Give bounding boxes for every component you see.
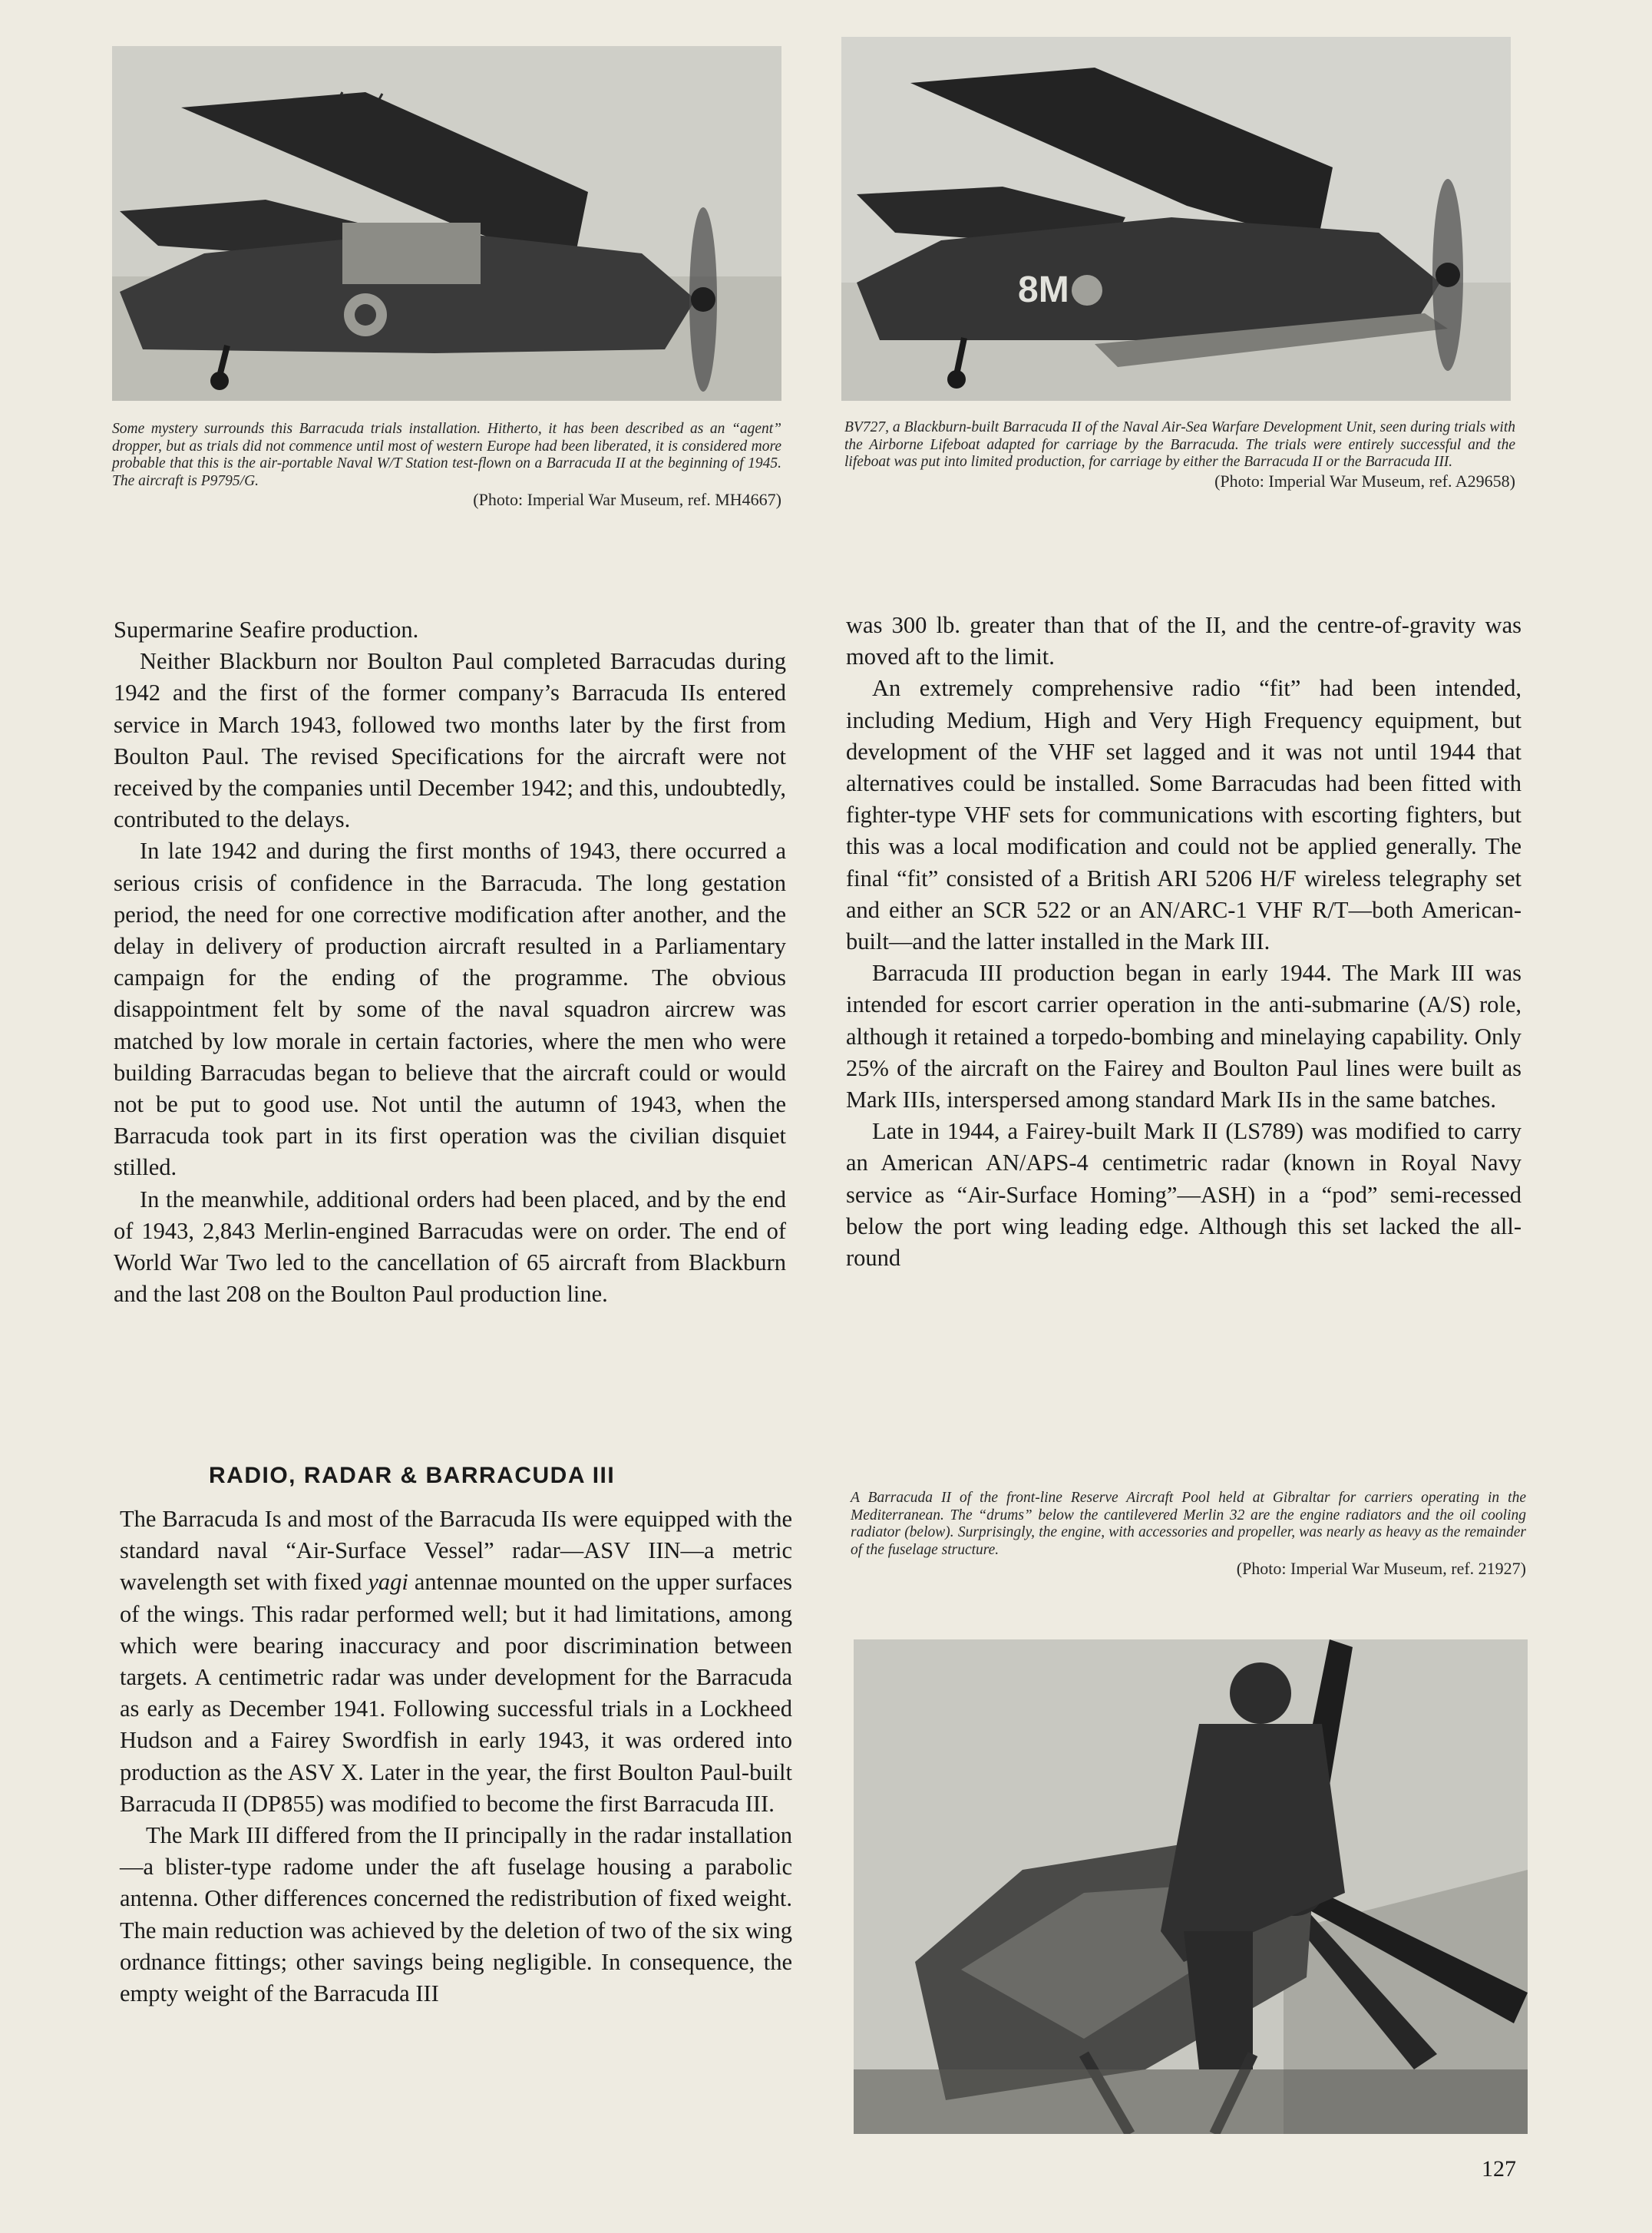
paragraph: Barracuda III production began in early 1944. The Mark III was intended for escort carrier operation in the anti-submarine (A/S) role, although it retained a torpedo-bombing and minelaying capability. Only 25% of the aircraft on the Fairey and Boulton Paul lines were built as Mark IIIs, interspersed among standard Mark IIs in the same batches. [846,960,1521,1113]
paragraph: In the meanwhile, additional orders had been placed, and by the end of 1943, 2,843 Merlin-engined Barracudas were on order. The end of World War Two led to the cancellation of 65 aircraft from Blackburn and the last 208 on the Boulton Paul production line. [114,1186,786,1308]
text-run: The Barracuda Is and most of the Barracuda IIs were equipped with the standard naval “Air-Surface Vessel” radar—ASV IIN—a metric wavelength set with fixed [120,1506,792,1596]
text-run-italic: yagi [368,1569,408,1596]
caption-text: Some mystery surrounds this Barracuda trials installation. Hitherto, it has been described as an “agent” dropper, but as trials did not commence until most of western Europe had been liberated, it is considered more probable that this is the air-portable Naval W/T Station test-flown on a Barracuda II at the beginning of 1945. The aircraft is P9795/G. [112,421,781,489]
page-number: 127 [1482,2156,1516,2182]
paragraph [120,1504,792,1820]
aircraft-illustration-right [841,37,1511,401]
paragraph: Late in 1944, a Fairey-built Mark II (LS789) was modified to carry an American AN/APS-4 centimetric radar (known in Royal Navy service as “Air-Surface Homing”—ASH) in a “pod” semi-recessed below the port wing leading edge. Although this set lacked the all-round [846,1118,1521,1272]
text-run: antennae mounted on the upper surfaces of the wings. This radar performed well; but it had limitations, among which were bearing inaccuracy and poor discrimination between targets. A centimetric radar was under development for the Barracuda as early as December 1941. Following successful trials in a Lockheed Hudson and a Fairey Swordfish in early 1943, it was ordered into production as the ASV X. Later in the year, the first Boulton Paul-built Barracuda II (DP855) was modified to become the first Barracuda III. [120,1569,793,1817]
paragraph: Supermarine Seafire production. [114,617,419,643]
photo-credit: (Photo: Imperial War Museum, ref. A29658) [1214,471,1515,491]
paragraph: An extremely comprehensive radio “fit” had been intended, including Medium, High and Very High Frequency equipment, but development of the VHF set lagged and it was not until 1944 that alternatives could be installed. Some Barracudas had been fitted with fighter-type VHF sets for communications with escorting fighters, but this was a local modification and could not be applied generally. The final “fit” consisted of a British ARI 5206 H/F wireless telegraphy set and either an SCR 522 or an AN/ARC-1 VHF R/T—both American-built—and the latter installed in the Mark III. [846,675,1521,955]
photo-barracuda-engine-gibraltar [854,1639,1528,2134]
paragraph: In late 1942 and during the first months of 1943, there occurred a serious crisis of confidence in the Barracuda. The long gestation period, the need for one corrective modification after another, and the delay in delivery of production aircraft resulted in a Parliamentary campaign for the ending of the programme. The obvious disappointment felt by some of the naval squadron aircrew was matched by low morale in certain factories, where the men who were building Barracudas began to believe that the aircraft could or would not be put to good use. Not until the autumn of 1943, when the Barracuda took part in its first operation was the civilian disquiet stilled. [114,838,786,1181]
aircraft-illustration-left [112,46,781,401]
section-heading: RADIO, RADAR & BARRACUDA III [209,1463,616,1488]
caption-bottom-right [851,1490,1526,1579]
right-column-text [846,610,1521,1274]
caption-top-left [112,421,781,510]
photo-credit: (Photo: Imperial War Museum, ref. MH4667) [473,490,781,509]
photo-credit: (Photo: Imperial War Museum, ref. 21927) [1236,1559,1526,1578]
paragraph: was 300 lb. greater than that of the II, and the centre-of-gravity was moved aft to the limit. [846,612,1521,670]
caption-text: BV727, a Blackburn-built Barracuda II of the Naval Air-Sea Warfare Development Unit, seen during trials with the Airborne Lifeboat adapted for carriage by the Barracuda. The trials were entirely successful and the lifeboat was put into limited production, for carriage by either the Barracuda II or the Barracuda III. [844,419,1515,470]
paragraph: Neither Blackburn nor Boulton Paul completed Barracudas during 1942 and the first of the former company’s Barracuda IIs entered service in March 1943, followed two months later by the first from Boulton Paul. The revised Specifications for the aircraft were not received by the companies until December 1942; and this, undoubtedly, contributed to the delays. [114,648,786,833]
caption-text: A Barracuda II of the front-line Reserve Aircraft Pool held at Gibraltar for carriers operating in the Mediterranean. The “drums” below the cantilevered Merlin 32 are the engine radiators and the oil cooling radiator (below). Surprisingly, the engine, with accessories and propeller, was nearly as heavy as the remainder of the fuselage structure. [851,1490,1526,1558]
caption-top-right [844,419,1515,491]
photo-barracuda-airborne-lifeboat [841,37,1511,401]
aircraft-code-marking: 8M [1018,270,1069,310]
photo-barracuda-trials-installation [112,46,781,401]
paragraph: The Mark III differed from the II principally in the radar installation—a blister-type radome under the aft fuselage housing a parabolic antenna. Other differences concerned the redistribution of fixed weight. The main reduction was achieved by the deletion of two of the six wing ordnance fittings; other savings being negligible. In consequence, the empty weight of the Barracuda III [120,1822,792,2007]
section-text [120,1504,792,2010]
engine-mechanic-illustration [854,1639,1528,2134]
left-column-text [114,614,786,1310]
